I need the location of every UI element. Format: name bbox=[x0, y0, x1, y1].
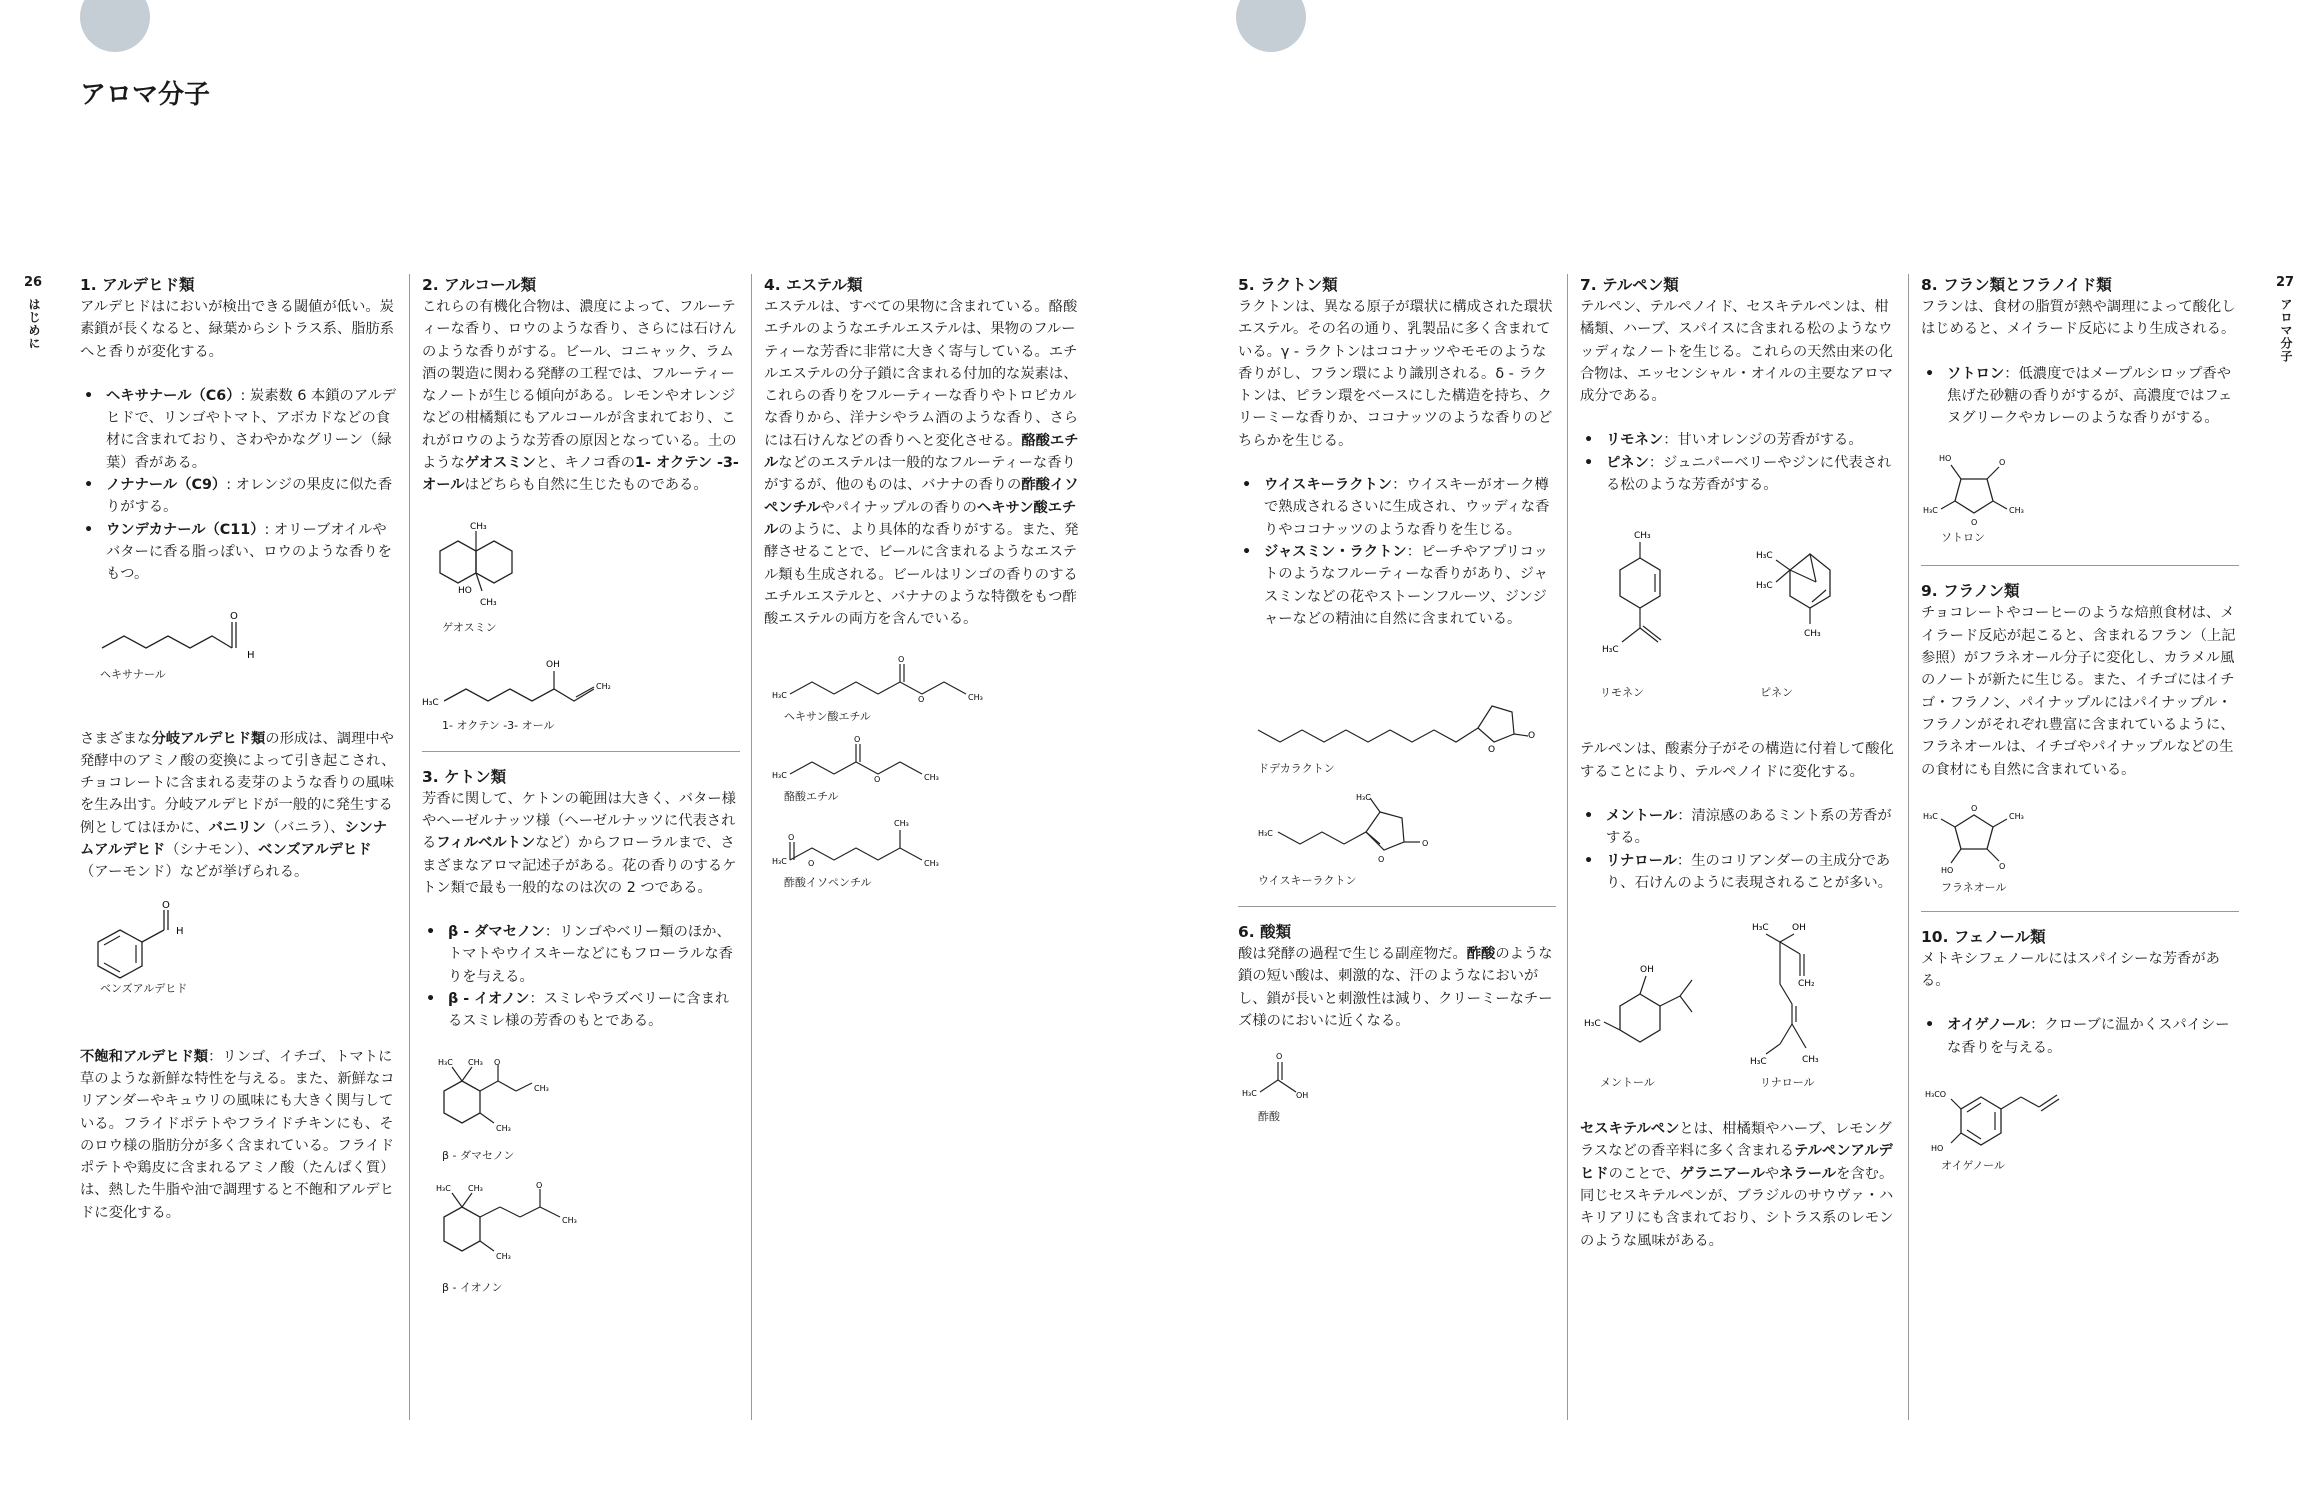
svg-text:OH: OH bbox=[1296, 1091, 1309, 1101]
svg-text:CH₃: CH₃ bbox=[924, 859, 939, 869]
section-rule bbox=[1238, 906, 1556, 907]
svg-text:H: H bbox=[176, 925, 184, 937]
svg-text:O: O bbox=[1999, 861, 2006, 871]
svg-text:CH₃: CH₃ bbox=[468, 1057, 483, 1067]
bullet-list bbox=[1238, 474, 1556, 630]
svg-text:H₃CO: H₃CO bbox=[1925, 1090, 1947, 1100]
svg-text:CH₃: CH₃ bbox=[468, 1183, 483, 1193]
molecule-sotolon bbox=[1921, 449, 2239, 545]
svg-text:O: O bbox=[536, 1180, 543, 1190]
svg-text:CH₃: CH₃ bbox=[496, 1251, 511, 1261]
bullet-list bbox=[1921, 363, 2239, 430]
molecules-limonene-pinene bbox=[1580, 524, 1898, 700]
molecule-caption: ソトロン bbox=[1941, 531, 1985, 545]
svg-text:CH₃: CH₃ bbox=[480, 597, 497, 608]
page-title: アロマ分子 bbox=[80, 80, 211, 110]
svg-text:O: O bbox=[494, 1057, 501, 1067]
svg-text:CH₃: CH₃ bbox=[894, 819, 909, 829]
molecule-geosmin bbox=[422, 519, 740, 635]
molecule-caption: ベンズアルデヒド bbox=[100, 981, 188, 995]
svg-text:H₃C: H₃C bbox=[436, 1183, 451, 1193]
list-item: • メントール：清涼感のあるミント系の芳香がする。 bbox=[1580, 805, 1898, 850]
section-furans bbox=[1921, 274, 2239, 1179]
paragraph: これらの有機化合物は、濃度によって、フルーティーな香り、ロウのような香り、さらには石けんのような香りがする。ビール、コニャック、ラム酒の製造に関わる発酵の工程では、フルーティーなノートが生じる傾向がある。レモンやオレンジなどの柑橘類にもアルコールが含まれており、これがロウのような芳香の原因となっている。土のようなゲオスミンと、キノコ香の1- オクテン -3- オールはどちらも自然に生じたものである。 bbox=[422, 299, 739, 494]
svg-text:O: O bbox=[1488, 745, 1496, 756]
svg-text:H₃C: H₃C bbox=[772, 691, 787, 701]
bullet-list bbox=[422, 921, 740, 1032]
page-number-left: 26 bbox=[24, 275, 43, 290]
svg-text:H₃C: H₃C bbox=[1356, 793, 1371, 803]
section-esters bbox=[764, 274, 1082, 896]
paragraph: エステルは、すべての果物に含まれている。酪酸エチルのようなエチルエステルは、果物のフルーティーな芳香に非常に大きく寄与している。エチルエステルの分子鎖に含まれる付加的な炭素は、これらの香りをフルーティーな香りやトロピカルな香りから、洋ナシやラム酒のような香り、さらには石けんなどの香りへと変化させる。酪酸エチルなどのエステルは一般的なフルーティーな香りがするが、他のものは、バナナの香りの酢酸イソペンチルやパイナップルの香りのヘキサン酸エチルのように、より具体的な香りがする。また、発酵させることで、ビールに含まれるようなエステル類も生成される。ビールはリンゴの香りのするエチルエステルと、バナナのような特徴をもつ酢酸エステルの両方を含んでいる。 bbox=[764, 299, 1079, 628]
svg-text:H₃C: H₃C bbox=[438, 1057, 453, 1067]
svg-text:HO: HO bbox=[1931, 1144, 1944, 1154]
molecule-ionone bbox=[422, 1179, 740, 1295]
section-terpenes bbox=[1580, 274, 1898, 1252]
paragraph: チョコレートやコーヒーのような焙煎食材は、メイラード反応が起こると、含まれるフラン（上記参照）がフラネオール分子に変化し、カラメル風のノートが新たに生じる。また、イチゴにはイチゴ・フラノン、パイナップルにはパイナップル・フラノンがそれぞれ豊富に含まれているように、フラネオールは、イチゴやパイナップルなどの生の食材にも自然に含まれている。 bbox=[1921, 605, 2236, 778]
molecule-whisky-lactone bbox=[1238, 792, 1556, 888]
svg-text:O: O bbox=[898, 655, 905, 665]
paragraph: 芳香に関して、ケトンの範囲は大きく、バター様やヘーゼルナッツ様（ヘーゼルナッツに代表されるフィルベルトンなど）からフローラルまで、さまざまなアロマ記述子がある。花の香りのするケトン類で最も一般的なのは次の 2 つである。 bbox=[422, 790, 737, 896]
running-head-right: アロマ分子 bbox=[2279, 298, 2293, 363]
damascenone-structure-icon bbox=[422, 1057, 562, 1147]
molecule-ethyl-butyrate bbox=[764, 732, 1082, 804]
molecule-hexanal bbox=[80, 606, 398, 682]
molecule-caption: オイゲノール bbox=[1941, 1159, 2005, 1173]
molecule-caption: リモネン bbox=[1600, 686, 1644, 700]
molecule-damascenone bbox=[422, 1057, 740, 1163]
limonene-pinene-structure-icon bbox=[1580, 524, 1880, 684]
list-item: • ノナナール（C9）: オレンジの果皮に似た香りがする。 bbox=[80, 474, 398, 519]
svg-text:HO: HO bbox=[1941, 865, 1954, 875]
paragraph: セスキテルペンとは、柑橘類やハーブ、レモングラスなどの香辛料に多く含まれるテルペンアルデヒドのことで、ゲラニアールやネラールを含む。同じセスキテルペンが、ブラジルのサウヴァ・ハキリアリにも含まれており、シトラス系のレモンのような風味がある。 bbox=[1580, 1121, 1894, 1249]
svg-text:CH₃: CH₃ bbox=[924, 773, 939, 783]
section-heading: 1. アルデヒド類 bbox=[80, 276, 195, 294]
bullet-list bbox=[1580, 805, 1898, 894]
svg-text:O: O bbox=[874, 775, 881, 785]
svg-text:H₃C: H₃C bbox=[772, 857, 787, 867]
paragraph: アルデヒドはにおいが検出できる閾値が低い。炭素鎖が長くなると、緑葉からシトラス系、脂肪系へと香りが変化する。 bbox=[80, 299, 395, 360]
decorative-circle-left bbox=[80, 0, 150, 52]
paragraph: テルペンは、酸素分子がその構造に付着して酸化することにより、テルペノイドに変化する。 bbox=[1580, 741, 1894, 780]
column-divider bbox=[409, 274, 410, 1420]
svg-text:H₃C: H₃C bbox=[1752, 923, 1769, 934]
molecule-benzaldehyde bbox=[80, 900, 398, 996]
svg-text:CH₃: CH₃ bbox=[2009, 811, 2024, 821]
list-item: • オイゲノール：クローブに温かくスパイシーな香りを与える。 bbox=[1921, 1014, 2239, 1059]
molecule-caption: ドデカラクトン bbox=[1258, 762, 1335, 776]
svg-text:H: H bbox=[247, 649, 255, 661]
section-heading: 10. フェノール類 bbox=[1921, 927, 2046, 946]
svg-text:H₃C: H₃C bbox=[1242, 1089, 1257, 1099]
section-heading: 6. 酸類 bbox=[1238, 923, 1292, 942]
decorative-circle-right bbox=[1236, 0, 1306, 52]
svg-text:O: O bbox=[1528, 731, 1536, 742]
molecule-ethyl-hexanoate bbox=[764, 652, 1082, 724]
svg-text:O: O bbox=[788, 833, 795, 843]
svg-text:CH₃: CH₃ bbox=[1802, 1055, 1819, 1066]
list-item: • β - イオノン：スミレやラズベリーに含まれるスミレ様の芳香のもとである。 bbox=[422, 988, 740, 1033]
molecule-acetic-acid bbox=[1238, 1048, 1556, 1124]
section-furanones bbox=[1921, 580, 2239, 894]
svg-text:CH₃: CH₃ bbox=[470, 521, 487, 532]
list-item: • リナロール：生のコリアンダーの主成分であり、石けんのように表現されることが多い。 bbox=[1580, 850, 1898, 895]
list-item: • ウイスキーラクトン：ウイスキーがオーク樽で熟成されるさいに生成され、ウッディな香りやココナッツのような香りを生じる。 bbox=[1238, 474, 1556, 541]
dodecalactone-structure-icon bbox=[1238, 690, 1538, 760]
page-number-right: 27 bbox=[2276, 275, 2295, 290]
list-item: • ヘキサナール（C6）: 炭素数 6 本鎖のアルデヒドで、リンゴやトマト、アボカドなどの食材に含まれており、さわやかなグリーン（緑葉）香がある。 bbox=[80, 385, 398, 474]
svg-text:H₃C: H₃C bbox=[1750, 1057, 1767, 1068]
paragraph: テルペン、テルペノイド、セスキテルペンは、柑橘類、ハーブ、スパイスに含まれる松のようなウッディなノートを生じる。これらの天然由来の化合物は、エッセンシャル・オイルの主要なアロマ成分である。 bbox=[1580, 299, 1893, 405]
paragraph: フランは、食材の脂質が熱や調理によって酸化しはじめると、メイラード反応により生成される。 bbox=[1921, 299, 2236, 338]
benzaldehyde-structure-icon bbox=[80, 900, 200, 980]
molecule-furaneol bbox=[1921, 799, 2239, 895]
svg-text:O: O bbox=[854, 735, 861, 745]
section-heading: 3. ケトン類 bbox=[422, 767, 507, 786]
svg-text:H₃C: H₃C bbox=[1756, 581, 1773, 592]
section-alcohols bbox=[422, 274, 740, 1301]
section-rule bbox=[1921, 911, 2239, 912]
molecule-dodecalactone bbox=[1238, 690, 1556, 776]
svg-text:O: O bbox=[1276, 1052, 1283, 1062]
svg-text:CH₃: CH₃ bbox=[1634, 531, 1651, 542]
furaneol-structure-icon bbox=[1921, 799, 2051, 879]
svg-text:CH₃: CH₃ bbox=[968, 693, 983, 703]
section-heading: 9. フラノン類 bbox=[1921, 582, 2020, 601]
bullet-list bbox=[1921, 1014, 2239, 1059]
list-item: • ジャスミン・ラクトン：ピーチやアプリコットのようなフルーティーな香りがあり、ジャスミンなどの花やストーンフルーツ、ジンジャーなどの精油に自然に含まれている。 bbox=[1238, 541, 1556, 630]
ionone-structure-icon bbox=[422, 1179, 592, 1279]
ethyl-butyrate-structure-icon bbox=[764, 732, 964, 788]
section-rule bbox=[1921, 565, 2239, 566]
svg-text:H₃C: H₃C bbox=[772, 771, 787, 781]
list-item: • β - ダマセノン：リンゴやベリー類のほか、トマトやウイスキーなどにもフローラルな香りを与える。 bbox=[422, 921, 740, 988]
svg-text:O: O bbox=[808, 859, 815, 869]
ethyl-hexanoate-structure-icon bbox=[764, 652, 1004, 708]
molecule-caption: ウイスキーラクトン bbox=[1258, 874, 1357, 888]
molecule-eugenol bbox=[1921, 1077, 2239, 1173]
molecule-caption: フラネオール bbox=[1941, 880, 2007, 894]
svg-text:O: O bbox=[1378, 855, 1385, 865]
svg-text:O: O bbox=[162, 899, 170, 911]
running-head-left: はじめに bbox=[27, 298, 41, 350]
svg-text:O: O bbox=[1971, 518, 1978, 528]
molecule-caption: ゲオスミン bbox=[442, 620, 497, 634]
section-phenols bbox=[1921, 926, 2239, 1173]
column-divider bbox=[1567, 274, 1568, 1420]
svg-text:H₃C: H₃C bbox=[1258, 829, 1273, 839]
octenol-structure-icon bbox=[422, 657, 642, 717]
svg-text:O: O bbox=[230, 610, 238, 622]
svg-text:HO: HO bbox=[1939, 454, 1952, 464]
paragraph: メトキシフェノールにはスパイシーな芳香がある。 bbox=[1921, 950, 2220, 990]
svg-text:O: O bbox=[1999, 458, 2006, 468]
section-aldehydes bbox=[80, 274, 398, 1224]
paragraph: 酸は発酵の過程で生じる副産物だ。酢酸のような鎖の短い酸は、刺激的な、汗のようなにおいがし、鎖が長いと刺激性は減り、クリーミーなチーズ様のにおいに近くなる。 bbox=[1238, 946, 1553, 1030]
column-divider bbox=[1908, 274, 1909, 1420]
svg-text:H₃C: H₃C bbox=[1923, 506, 1938, 516]
bullet-list bbox=[80, 385, 398, 586]
molecule-caption: ピネン bbox=[1760, 686, 1793, 700]
molecule-caption: 酢酸 bbox=[1258, 1110, 1280, 1124]
list-item: • ソトロン：低濃度ではメープルシロップ香や焦げた砂糖の香りがするが、高濃度ではフェヌグリークやカレーのような香りがする。 bbox=[1921, 363, 2239, 430]
molecule-caption: ヘキサン酸エチル bbox=[784, 710, 871, 724]
paragraph: さまざまな分岐アルデヒド類の形成は、調理中や発酵中のアミノ酸の変換によって引き起こされ、チョコレートに含まれる麦芽のような香りの風味を生み出す。分岐アルデヒドが一般的に発生する例としてはほかに、バニリン（バニラ）、シンナムアルデヒド（シナモン）、ベンズアルデヒド（アーモンド）などが挙げられる。 bbox=[80, 730, 396, 881]
svg-text:OH: OH bbox=[1792, 923, 1806, 934]
paragraph: ラクトンは、異なる原子が環状に構成された環状エステル。その名の通り、乳製品に多く含まれている。γ - ラクトンはココナッツやモモのような香りがし、フラン環により識別される。δ - ラクトンは、ピラン環をベースにした構造を持ち、クリーミーな香りか、ココナッツのような香りのどちらかを生じる。 bbox=[1238, 299, 1553, 449]
sotolon-structure-icon bbox=[1921, 449, 2051, 529]
section-heading: 4. エステル類 bbox=[764, 276, 863, 294]
svg-text:CH₃: CH₃ bbox=[534, 1083, 549, 1093]
list-item: • リモネン：甘いオレンジの芳香がする。 bbox=[1580, 429, 1898, 451]
svg-text:O: O bbox=[918, 695, 925, 705]
list-item: • ピネン：ジュニパーベリーやジンに代表される松のような芳香がする。 bbox=[1580, 452, 1898, 497]
molecule-caption: メントール bbox=[1600, 1076, 1655, 1090]
section-heading: 2. アルコール類 bbox=[422, 276, 537, 294]
molecules-menthol-linalool bbox=[1580, 914, 1898, 1090]
svg-text:O: O bbox=[1422, 839, 1429, 849]
svg-text:CH₃: CH₃ bbox=[2009, 506, 2024, 516]
menthol-linalool-structure-icon bbox=[1580, 914, 1880, 1074]
svg-text:H₃C: H₃C bbox=[1584, 1019, 1601, 1030]
acetic-acid-structure-icon bbox=[1238, 1048, 1328, 1108]
section-heading: 8. フラン類とフラノイド類 bbox=[1921, 276, 2112, 294]
svg-text:H₃C: H₃C bbox=[1923, 811, 1938, 821]
svg-text:OH: OH bbox=[1640, 965, 1654, 976]
molecule-isopentyl-acetate bbox=[764, 812, 1082, 890]
molecule-caption: ヘキサナール bbox=[100, 667, 166, 681]
paragraph: 不飽和アルデヒド類：リンゴ、イチゴ、トマトに草のような新鮮な特性を与える。また、新鮮なコリアンダーやキュウリの風味にも大きく関与している。フライドポテトやフライドチキンにも、そのロウ様の脂肪分が多く含まれている。フライドポテトや鶏皮に含まれるアミノ酸（たんぱく質）は、熱した牛脂や油で調理すると不飽和アルデヒドに変化する。 bbox=[80, 1048, 395, 1221]
svg-text:CH₂: CH₂ bbox=[596, 681, 611, 691]
section-heading: 7. テルペン類 bbox=[1580, 276, 1679, 294]
svg-text:H₃C: H₃C bbox=[1602, 645, 1619, 656]
svg-text:HO: HO bbox=[458, 585, 472, 596]
molecule-caption: リナロール bbox=[1760, 1076, 1815, 1090]
molecule-caption: β - ダマセノン bbox=[442, 1148, 515, 1162]
svg-text:CH₃: CH₃ bbox=[496, 1123, 511, 1133]
section-ketones bbox=[422, 766, 740, 1295]
molecule-caption: 酢酸イソペンチル bbox=[784, 876, 872, 890]
svg-text:OH: OH bbox=[546, 659, 560, 670]
molecule-caption: 1- オクテン -3- オール bbox=[442, 718, 555, 732]
section-heading: 5. ラクトン類 bbox=[1238, 276, 1338, 294]
svg-text:CH₃: CH₃ bbox=[1804, 629, 1821, 640]
bullet-list bbox=[1580, 429, 1898, 496]
molecule-caption: 酪酸エチル bbox=[784, 790, 839, 804]
svg-text:CH₃: CH₃ bbox=[562, 1215, 577, 1225]
hexanal-structure-icon bbox=[80, 606, 260, 666]
section-lactones bbox=[1238, 274, 1556, 1130]
section-acids bbox=[1238, 921, 1556, 1124]
geosmin-structure-icon bbox=[422, 519, 542, 619]
column-divider bbox=[751, 274, 752, 1420]
whisky-lactone-structure-icon bbox=[1238, 792, 1468, 872]
section-rule bbox=[422, 751, 740, 752]
molecule-caption: β - イオノン bbox=[442, 1280, 503, 1294]
svg-text:H₃C: H₃C bbox=[1756, 551, 1773, 562]
svg-text:CH₂: CH₂ bbox=[1798, 979, 1815, 990]
isopentyl-acetate-structure-icon bbox=[764, 812, 964, 874]
svg-text:O: O bbox=[1971, 803, 1978, 813]
svg-text:H₃C: H₃C bbox=[422, 697, 439, 708]
eugenol-structure-icon bbox=[1921, 1077, 2101, 1157]
molecule-octenol bbox=[422, 657, 740, 733]
molecule-caption-row bbox=[1580, 1074, 1898, 1090]
molecule-caption-row bbox=[1580, 684, 1898, 700]
list-item: • ウンデカナール（C11）: オリーブオイルやバターに香る脂っぽい、ロウのような香りをもつ。 bbox=[80, 519, 398, 586]
right-page bbox=[1156, 0, 2312, 1500]
